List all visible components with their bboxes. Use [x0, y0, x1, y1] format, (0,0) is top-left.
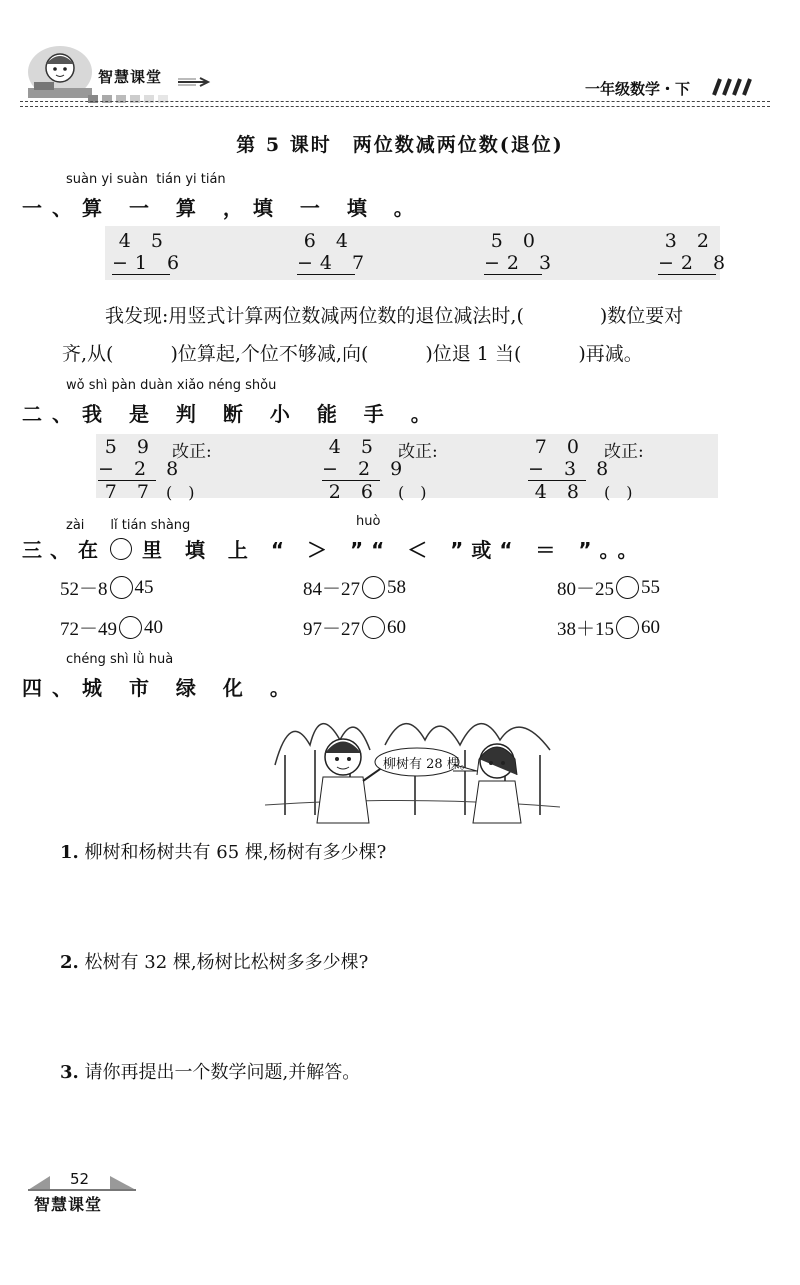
compare-item: [557, 574, 660, 601]
vertical-problem: [484, 230, 559, 275]
judge-answer-paren[interactable]: ( ): [604, 483, 633, 502]
compare-item: [60, 614, 163, 641]
circle-icon: [110, 538, 132, 560]
question-number: 3.: [60, 1062, 79, 1083]
section3-pinyin: zài lǐ tián shàng: [66, 518, 191, 533]
compare-left: 38＋15: [557, 619, 615, 640]
section3-title-a: 三、在: [22, 538, 106, 562]
fix-label: 改正:: [398, 442, 438, 462]
judge-result: 7 7: [104, 481, 156, 503]
vertical-problem: [658, 230, 733, 275]
question-3: [60, 1058, 360, 1084]
compare-right: 60: [387, 616, 407, 638]
question-text: 请你再提出一个数学问题,并解答。: [84, 1062, 361, 1083]
judge-problem: [528, 436, 616, 503]
header-stripes-icon: [708, 78, 760, 100]
problem-bottom: −2 3: [484, 252, 559, 274]
compare-circle[interactable]: [362, 576, 385, 599]
compare-left: 52－8: [60, 579, 108, 600]
fix-label: 改正:: [172, 442, 212, 462]
compare-left: 72－49: [60, 619, 118, 640]
header-grade: 一年级数学・下: [584, 80, 690, 98]
judge-top: 7 0: [534, 436, 586, 458]
judge-answer-paren[interactable]: ( ): [398, 483, 427, 502]
compare-left: 84－27: [303, 579, 361, 600]
section2-title: 二、我 是 判 断 小 能 手 。: [22, 402, 441, 426]
judge-bottom: − 2 9: [322, 458, 410, 480]
section3-title: [22, 534, 646, 563]
compare-item: [60, 574, 154, 601]
header-brand: 智慧课堂: [98, 68, 163, 86]
compare-left: 97－27: [303, 619, 361, 640]
header-divider: [20, 101, 770, 102]
problem-bottom: −4 7: [297, 252, 372, 274]
section2-pinyin: wǒ shì pàn duàn xiǎo néng shǒu: [66, 378, 277, 393]
judge-result: 4 8: [534, 481, 586, 503]
question-2: [60, 948, 368, 974]
section3-title-b: 里 填 上 “ ＞ ”“ ＜ ”或“ ＝ ”。。: [142, 538, 646, 562]
compare-item: [303, 574, 406, 601]
section3-pinyin-huo: huò: [356, 514, 381, 529]
compare-circle[interactable]: [119, 616, 142, 639]
compare-circle[interactable]: [616, 576, 639, 599]
compare-item: [557, 614, 660, 641]
vertical-problem: [112, 230, 187, 275]
problem-top: 5 0: [490, 230, 542, 252]
footer-brand: 智慧课堂: [34, 1195, 103, 1214]
section1-title: 一、算 一 算 ，填 一 填 。: [22, 196, 424, 220]
judge-problem: [322, 436, 410, 503]
compare-right: 58: [387, 576, 407, 598]
lesson-title: 第 5 课时 两位数减两位数(退位): [236, 134, 564, 156]
question-number: 1.: [60, 842, 79, 863]
problem-top: 3 2: [664, 230, 716, 252]
compare-circle[interactable]: [362, 616, 385, 639]
compare-circle[interactable]: [110, 576, 133, 599]
judge-bottom: − 3 8: [528, 458, 616, 480]
compare-circle[interactable]: [616, 616, 639, 639]
question-1: [60, 838, 386, 864]
vertical-problem: [297, 230, 372, 275]
question-text: 松树有 32 棵,杨树比松树多多少棵?: [84, 952, 369, 973]
judge-answer-paren[interactable]: ( ): [166, 483, 195, 502]
page-number: 52: [70, 1170, 90, 1188]
compare-right: 55: [641, 576, 661, 598]
city-greening-illustration: [265, 705, 560, 825]
judge-result: 2 6: [328, 481, 380, 503]
discovery-line-2: 齐,从( )位算起,个位不够减,向( )位退 1 当( )再减。: [62, 343, 643, 365]
header-divider-2: [20, 106, 770, 107]
section1-problems-strip: [105, 226, 733, 280]
discovery-line-1: 我发现:用竖式计算两位数减两位数的退位减法时,( )数位要对: [105, 305, 684, 327]
question-text: 柳树和杨树共有 65 棵,杨树有多少棵?: [84, 842, 387, 863]
question-number: 2.: [60, 952, 79, 973]
problem-bottom: −1 6: [112, 252, 187, 274]
fix-label: 改正:: [604, 442, 644, 462]
compare-item: [303, 614, 406, 641]
compare-right: 40: [144, 616, 164, 638]
problem-bottom: −2 8: [658, 252, 733, 274]
judge-bottom: − 2 8: [98, 458, 186, 480]
compare-right: 60: [641, 616, 661, 638]
compare-right: 45: [134, 576, 154, 598]
judge-problem: [98, 436, 186, 503]
judge-top: 5 9: [104, 436, 156, 458]
problem-top: 4 5: [118, 230, 170, 252]
speech-bubble-text: 柳树有 28 棵。: [383, 757, 473, 772]
section4-title: 四、城 市 绿 化 。: [22, 676, 300, 700]
judge-top: 4 5: [328, 436, 380, 458]
problem-top: 6 4: [303, 230, 355, 252]
compare-left: 80－25: [557, 579, 615, 600]
section4-pinyin: chéng shì lǜ huà: [66, 652, 174, 667]
section1-pinyin: suàn yi suàn tián yi tián: [66, 172, 226, 187]
